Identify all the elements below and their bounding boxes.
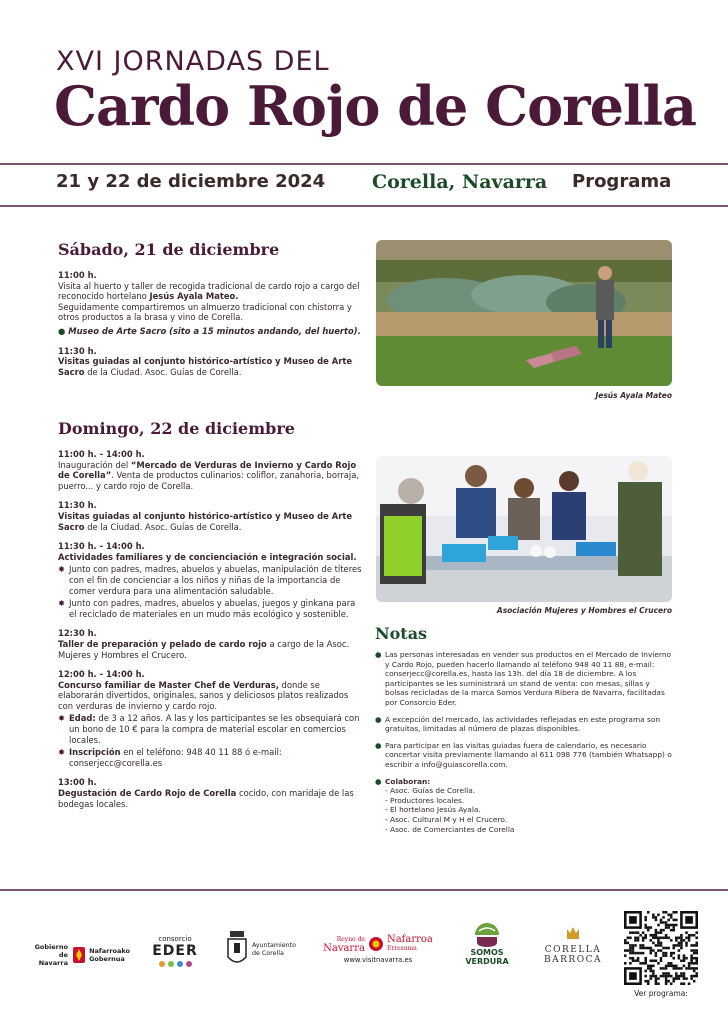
event-location-text: Museo de Arte Sacro (sito a 15 minutos andando, del huerto). (68, 325, 361, 336)
qr-code-icon[interactable] (624, 911, 698, 985)
main-title: Cardo Rojo de Corella (54, 74, 696, 138)
bullet-dot-icon: ● (375, 714, 382, 724)
event-title: Degustación de Cardo Rojo de Corella (58, 788, 237, 799)
note-item (375, 715, 675, 734)
sunday-event-6 (58, 777, 363, 809)
reyno-emblem-icon (368, 936, 384, 952)
bullet-text: Edad: de 3 a 12 años. A las y los participantes se les obsequiará con un bono de 10 € para la compra de material escolar en comercios locales. (69, 713, 360, 745)
bullet-dot-icon: ● (375, 776, 382, 786)
ayuntamiento-corella-logo: Ayuntamiento de Corella (226, 931, 306, 969)
sunday-event-2 (58, 500, 363, 532)
event-text (58, 356, 363, 377)
location-pin-icon: ● (58, 325, 66, 336)
event-title: Visitas guiadas al conjunto histórico-artístico y Museo de Arte Sacro (58, 510, 353, 532)
event-time: 11:30 h. (58, 345, 97, 356)
sunday-event-4 (58, 628, 363, 660)
header-bottom-rule (0, 205, 728, 207)
bullet-text: Junto con padres, madres, abuelos y abuelas, juegos y ginkana para el reciclado de materiales en un mudo más ecológico y sostenible. (69, 598, 356, 619)
event-host: Jesús Ayala Mateo. (149, 291, 239, 302)
event-title: “Mercado de Verduras de Invierno y Cardo Rojo de Corella” (58, 459, 357, 481)
collaborator: - Productores locales. (385, 795, 465, 805)
saturday-events (58, 270, 363, 386)
sunday-photo-caption: Asociación Mujeres y Hombres el Crucero (496, 606, 672, 615)
event-time: 11:00 h. (58, 270, 97, 280)
sunday-event-1 (58, 449, 363, 491)
somos-verdura-logo: SOMOS VERDURA (462, 923, 512, 966)
event-text (58, 788, 363, 809)
event-title: Concurso familiar de Master Chef de Verduras, (58, 679, 279, 690)
corella-barroca-logo: CORELLA BARROCA (536, 923, 610, 965)
saturday-photo-caption: Jesús Ayala Mateo (595, 391, 672, 400)
event-location (58, 326, 363, 337)
saturday-event-2 (58, 346, 363, 378)
workshop-photo-illustration (376, 456, 672, 602)
supertitle: XVI JORNADAS DEL (56, 46, 330, 77)
crown-icon (565, 923, 581, 943)
bullet-item (58, 747, 363, 768)
bullet-item (58, 713, 363, 745)
sunday-heading: Domingo, 22 de diciembre (58, 419, 295, 438)
event-text-part: donde se elaborarán divertidos, originales, sanos y deliciosos platos realizados con verduras de invierno y cardo rojo. (58, 679, 349, 711)
event-dates: 21 y 22 de diciembre 2024 (56, 171, 326, 192)
bullet-item (58, 598, 363, 619)
asterisk-bullet-icon: ✸ (58, 598, 66, 609)
sponsor-logos (0, 905, 728, 1015)
asterisk-bullet-icon: ✸ (58, 564, 66, 575)
event-text-part: de la Ciudad. Asoc. Guías de Corella. (84, 366, 242, 377)
event-text-part: Visita al huerto y taller de recogida tradicional de cardo rojo a cargo del reconocido hortelano (58, 280, 360, 302)
saturday-heading: Sábado, 21 de diciembre (58, 240, 280, 259)
reyno-de-navarra-logo: Reyno de Navarra Nafarroa Erresuma www.visitnavarra.es (323, 934, 433, 964)
note-text: Las personas interesadas en vender sus productos en el Mercado de Invierno y Cardo Rojo, pueden hacerlo llamando al teléfono 948 40 11 88, e-mail: conserjecc@corella.es, hasta las 13h. del día 18 de diciembre. A los participantes se les suministrará un stand de venta: con mesas, sillas y bolsas recicladas de la marca Somos Verdura Ribera de Navarra, facilitadas por Consorcio Eder. (385, 650, 672, 707)
event-text-part: . Venta de productos culinarios: coliflor, zanahoria, borraja, puerro... y cardo rojo de Corella. (58, 470, 359, 491)
collaborators-block (385, 777, 514, 835)
collaborator: - El hortelano Jesús Ayala. (385, 805, 481, 815)
sunday-photo (376, 456, 672, 602)
consorcio-eder-logo: consorcio EDER (150, 935, 200, 967)
notes-list (375, 650, 675, 841)
note-item (375, 741, 675, 770)
saturday-event-1 (58, 270, 363, 337)
collaborators (375, 777, 675, 835)
note-item (375, 650, 675, 708)
event-text-part: a cargo de la Asoc. Mujeres y Hombres el Crucero. (58, 638, 350, 660)
qr-code-block[interactable] (624, 911, 698, 998)
event-text (58, 281, 363, 302)
garden-photo-illustration (376, 240, 672, 386)
vegetable-field-icon (474, 923, 500, 947)
event-text (58, 460, 363, 492)
note-text: Para participar en las visitas guiadas fuera de calendario, es necesario concertar visita previamente llamando al 611 098 776 (también Whatsapp) o escribir a info@guiascorella.com. (385, 740, 672, 769)
event-time: 11:00 h. - 14:00 h. (58, 449, 145, 459)
event-text (58, 680, 363, 712)
event-text-part: Inauguración del (58, 459, 131, 470)
event-text-2: Seguidamente compartiremos un almuerzo tradicional con chistorra y otros productos a la brasa y vino de Corella. (58, 301, 352, 323)
event-time: 11:30 h. - 14:00 h. (58, 541, 145, 552)
event-time: 12:30 h. (58, 628, 97, 639)
event-text (58, 639, 363, 660)
bullet-item (58, 564, 363, 596)
sunday-events (58, 449, 363, 818)
event-time: 13:00 h. (58, 777, 97, 788)
event-text (58, 511, 363, 532)
bullet-dot-icon: ● (375, 650, 382, 659)
asterisk-bullet-icon: ✸ (58, 747, 66, 758)
note-text: A excepción del mercado, las actividades reflejadas en este programa son gratuitas, limitadas al número de plazas disponibles. (385, 714, 661, 734)
header-top-rule (0, 163, 728, 165)
event-title: Visitas guiadas al conjunto histórico-artístico y Museo de Arte Sacro (58, 356, 353, 377)
notes-heading: Notas (375, 624, 428, 643)
collaborator: - Asoc. de Comerciantes de Corella (385, 824, 515, 834)
navarra-shield-icon (72, 946, 85, 964)
event-place: Corella, Navarra (372, 171, 548, 193)
saturday-photo (376, 240, 672, 386)
corella-coat-of-arms-icon (226, 931, 248, 969)
event-title: Taller de preparación y pelado de cardo rojo (58, 638, 267, 649)
event-time: 11:30 h. (58, 500, 97, 511)
footer-rule (0, 889, 728, 891)
bullet-text: Junto con padres, madres, abuelos y abuelas, manipulación de títeres con el fin de concienciar a los niños y niñas de la importancia de comer verdura para una alimentación saludable. (69, 564, 362, 596)
qr-caption: Ver programa: (634, 989, 688, 998)
sunday-event-3 (58, 541, 363, 619)
bullet-dot-icon: ● (375, 740, 382, 750)
collaborator: - Asoc. Guías de Corella. (385, 786, 476, 796)
event-title: Actividades familiares y de concienciación e integración social. (58, 551, 357, 562)
bullet-text: Inscripción en el teléfono: 948 40 11 88 ó e-mail: conserjecc@corella.es (69, 747, 282, 768)
collaborator: - Asoc. Cultural M y H el Crucero. (385, 814, 508, 824)
sunday-event-5 (58, 669, 363, 768)
asterisk-bullet-icon: ✸ (58, 713, 66, 724)
gobierno-navarra-logo: Gobierno de Navarra Nafarroako Gobernua (34, 943, 130, 967)
eder-dots-icon (150, 961, 200, 967)
event-time: 12:00 h. - 14:00 h. (58, 669, 145, 680)
program-label: Programa (572, 171, 672, 192)
event-text-part: cocido, con maridaje de las bodegas locales. (58, 788, 354, 809)
event-text-part: de la Ciudad. Asoc. Guías de Corella. (84, 521, 242, 532)
collaborators-title: Colaboran: (385, 776, 431, 786)
